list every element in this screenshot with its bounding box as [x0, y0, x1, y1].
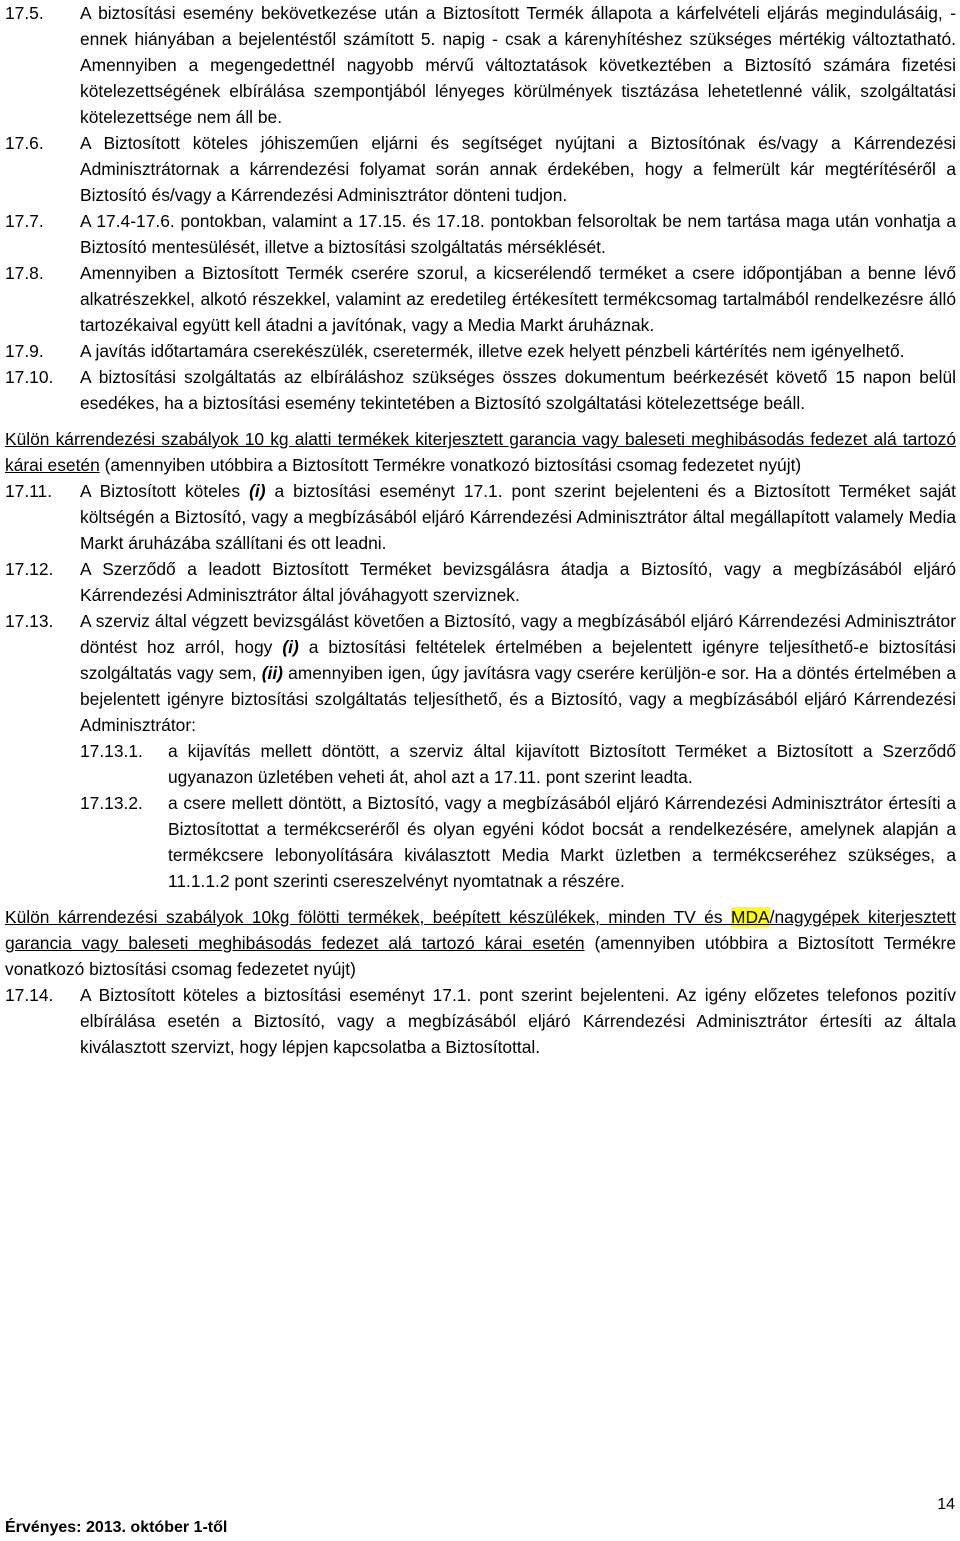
section-text: A Biztosított köteles a biztosítási eseményt 17.1. pont szerint bejelenteni. Az igény előzetes telefonos pozitív elbírálása esetén a Biztosító, vagy a megbízásából eljáró Kárrendezési Adminisztrátor értesíti az általa kiválasztott szervizt, hogy lépjen kapcsolatba a Biztosítottal.: [80, 985, 956, 1057]
section-17-13: [5, 608, 956, 738]
section-17-11: [5, 478, 956, 556]
text-fragment: A Biztosított köteles: [80, 481, 250, 501]
section-number: 17.7.: [5, 211, 44, 231]
subsection-number: 17.13.2.: [80, 793, 143, 813]
text-fragment: A szerviz által végzett bevizsgálást követően a Biztosító, vagy a megbízásából eljáró Kárrendezési Adminisztrátor döntést hoz arról, hogy: [80, 611, 956, 657]
validity-footer: Érvényes: 2013. október 1-től: [5, 1519, 228, 1536]
section-heading-under-10kg: [5, 426, 956, 478]
text-fragment: amennyiben igen, úgy javításra vagy cserére kerüljön-e sor. Ha a döntés értelmében a bejelentett igényre biztosítási szolgáltatás teljesíthető, és a Biztosító, vagy a megbízásából eljáró Kárrendezési Adminisztrátor:: [80, 663, 956, 735]
section-number: 17.8.: [5, 263, 44, 283]
section-text: [80, 478, 956, 556]
section-number: 17.9.: [5, 341, 44, 361]
section-text: A Biztosított köteles jóhiszeműen eljárni és segítséget nyújtani a Biztosítónak és/vagy a Kárrendezési Adminisztrátornak a kárrendezési folyamat során annak érdekében, hogy a felmerült kár megtérítéséről a Biztosító és/vagy a Kárrendezési Adminisztrátor dönteni tudjon.: [80, 133, 956, 205]
section-17-5: [5, 0, 956, 130]
heading-note: (amennyiben utóbbira a Biztosított Termékre vonatkozó biztosítási csomag fedezetet nyújt): [5, 933, 956, 979]
section-17-6: [5, 130, 956, 208]
list-marker: (i): [249, 481, 266, 501]
heading-underlined-text: Külön kárrendezési szabályok 10 kg alatti termékek kiterjesztett garancia vagy baleseti meghibásodás fedezet alá tartozó kárai esetén: [5, 429, 956, 475]
subsection-17-13-2: [80, 790, 956, 894]
section-number: 17.11.: [5, 481, 53, 501]
document-page: [5, 0, 956, 1060]
section-number: 17.14.: [5, 985, 54, 1005]
section-text: A biztosítási szolgáltatás az elbíráláshoz szükséges összes dokumentum beérkezését követő 15 napon belül esedékes, ha a biztosítási esemény tekintetében a Biztosító szolgáltatási kötelezettsége beáll.: [80, 367, 956, 413]
section-heading-over-10kg: [5, 904, 956, 982]
highlighted-text: MDA: [730, 907, 770, 927]
page-number: 14: [937, 1496, 955, 1513]
section-17-9: [5, 338, 956, 364]
list-marker: (ii): [261, 663, 283, 683]
section-number: 17.12.: [5, 559, 54, 579]
section-17-7: [5, 208, 956, 260]
heading-note: (amennyiben utóbbira a Biztosított Termékre vonatkozó biztosítási csomag fedezetet nyújt): [99, 455, 802, 475]
heading-underlined-text: Külön kárrendezési szabályok 10kg fölötti termékek, beépített készülékek, minden TV és: [5, 907, 731, 927]
section-number: 17.6.: [5, 133, 44, 153]
text-fragment: a biztosítási feltételek értelmében a bejelentett igényre teljesíthető-e biztosítási szolgáltatás vagy sem,: [80, 637, 956, 683]
subsection-17-13-1: [80, 738, 956, 790]
section-17-10: [5, 364, 956, 416]
section-number: 17.10.: [5, 367, 54, 387]
subsection-text: a csere mellett döntött, a Biztosító, vagy a megbízásából eljáró Kárrendezési Adminisztrátor értesíti a Biztosítottat a termékcseréről és olyan egyéni kódot bocsát a rendelkezésére, amelynek alapján a termékcsere lebonyolítására kiválasztott Media Markt üzletben a termékcseréhez szükséges, a 11.1.1.2 pont szerinti csereszelvényt nyomtatnak a részére.: [168, 793, 956, 891]
text-fragment: a biztosítási eseményt 17.1. pont szerint bejelenteni és a Biztosított Terméket saját költségén a Biztosító, vagy a megbízásából eljáró Kárrendezési Adminisztrátor által megállapított valamely Media Markt áruházába szállítani és ott leadni.: [80, 481, 956, 553]
section-text: A 17.4-17.6. pontokban, valamint a 17.15. és 17.18. pontokban felsoroltak be nem tartása maga után vonhatja a Biztosító mentesülését, illetve a biztosítási szolgáltatás mérséklését.: [80, 211, 956, 257]
section-number: 17.13.: [5, 611, 54, 631]
section-text: A javítás időtartamára cserekészülék, cseretermék, illetve ezek helyett pénzbeli kártérítés nem igényelhető.: [80, 341, 905, 361]
section-text: A biztosítási esemény bekövetkezése után a Biztosított Termék állapota a kárfelvételi eljárás megindulásáig, - ennek hiányában a bejelentéstől számított 5. napig - csak a kárenyhítéshez szükséges mértékig változtatható. Amennyiben a megengedettnél nagyobb mérvű változtatások következtében a Biztosító számára fizetési kötelezettségének elbírálása szempontjából lényeges körülmények tisztázása lehetetlenné válik, szolgáltatási kötelezettsége nem áll be.: [80, 3, 956, 127]
section-text: [80, 608, 956, 738]
heading-underlined-text: /nagygépek kiterjesztett garancia vagy baleseti meghibásodás fedezet alá tartozó kárai esetén: [5, 907, 956, 953]
subsection-text: a kijavítás mellett döntött, a szerviz által kijavított Biztosított Terméket a Biztosított a Szerződő ugyanazon üzletében veheti át, ahol azt a 17.11. pont szerint leadta.: [168, 741, 956, 787]
list-marker: (i): [282, 637, 299, 657]
section-17-8: [5, 260, 956, 338]
subsection-number: 17.13.1.: [80, 741, 143, 761]
section-17-12: [5, 556, 956, 608]
section-number: 17.5.: [5, 3, 44, 23]
section-text: A Szerződő a leadott Biztosított Terméket bevizsgálásra átadja a Biztosító, vagy a megbízásából eljáró Kárrendezési Adminisztrátor által jóváhagyott szerviznek.: [80, 559, 956, 605]
section-17-14: [5, 982, 956, 1060]
section-text: Amennyiben a Biztosított Termék cserére szorul, a kicserélendő terméket a csere időpontjában a benne lévő alkatrészekkel, alkotó részekkel, valamint az eredetileg értékesített termékcsomag tartalmából rendelkezésre álló tartozékaival együtt kell átadni a javítónak, vagy a Media Markt áruháznak.: [80, 263, 956, 335]
